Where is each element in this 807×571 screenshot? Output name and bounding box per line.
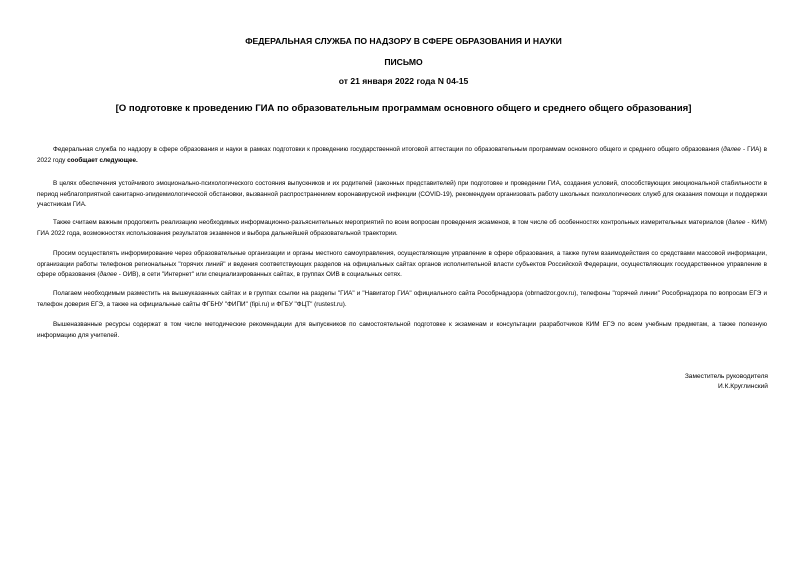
signature-title: Заместитель руководителя — [684, 373, 768, 380]
paragraph-4-text-a: Просим осуществлять информирование через образовательные организации и органы местного самоуправления, осуществляющие управление в сфере образования, а также путем взаимодействия со средствами массовой информации, организации работы телефонов региональных "горячих линий" и ведения соответствующих разделов на официальных сайтах органов исполнительной власти субъектов Российской Федерации, осуществляющих государственное управление в сфере образования ( — [37, 250, 767, 278]
signature-name: И.К.Круглинский — [718, 383, 768, 390]
paragraph-4-abbr-note: далее — [99, 271, 118, 278]
paragraph-5: Полагаем необходимым разместить на вышеуказанных сайтах и в группах ссылки на разделы "ГИА" и "Навигатор ГИА" официального сайта Рособрнадзора (obrnadzor.gov.ru), телефоны "горячей линии" Рособрнадзора по вопросам ЕГЭ и телефон доверия ЕГЭ, а также на официальные сайты ФГБНУ "ФИПИ" (fipi.ru) и ФГБУ "ФЦТ" (rustest.ru). — [37, 290, 767, 308]
paragraph-1-bold: сообщает следующее. — [67, 156, 138, 164]
document-type: ПИСЬМО — [384, 57, 423, 67]
paragraph-1-text-a: Федеральная служба по надзору в сфере образования и науки в рамках подготовки к проведению государственной итоговой аттестации по образовательным программам основного общего и среднего общего образования ( — [53, 146, 724, 153]
paragraph-2: В целях обеспечения устойчивого эмоционально-психологического состояния выпускников и их родителей (законных представителей) при подготовке и проведении ГИА, создания условий, способствующих эмоциональной стабильности в период неблагоприятной санитарно-эпидемиологической обстановки, вызванной распространением коронавирусной инфекции (COVID-19), рекомендуем организовать работу школьных психологических служб для оказания помощи и поддержки участникам ГИА. — [37, 180, 767, 208]
paragraph-4 — [37, 249, 767, 281]
paragraph-3 — [37, 218, 767, 239]
paragraph-3-text-c: - КИМ) ГИА 2022 года, возможностях использования результатов экзаменов и выбора дальнейшей образовательной траектории. — [37, 219, 767, 237]
paragraph-3-abbr-note: далее — [727, 219, 746, 226]
paragraph-3-text-a: Также считаем важным продолжить реализацию необходимых информационно-разъяснительных мероприятий по всем вопросам проведения экзаменов, в том числе об особенностях контрольных измерительных материалов ( — [53, 219, 728, 226]
paragraph-6: Вышеназванные ресурсы содержат в том числе методические рекомендации для выпускников по самостоятельной подготовке к экзаменам и консультации разработчиков КИМ ЕГЭ по всем учебным предметам, а также полезную информацию для учителей. — [37, 321, 767, 339]
paragraph-1 — [37, 145, 767, 166]
document-date-number: от 21 января 2022 года N 04-15 — [338, 76, 469, 86]
paragraph-4-text-c: - ОИВ), в сети "Интернет" или специализированных сайтах, в группах ОИВ в социальных сетях. — [117, 271, 402, 278]
document-subject: [О подготовке к проведению ГИА по образовательным программам основного общего и среднего общего образования] — [115, 103, 692, 114]
paragraph-1-text-c: - ГИА) в 2022 году — [37, 146, 767, 164]
agency-heading: ФЕДЕРАЛЬНАЯ СЛУЖБА ПО НАДЗОРУ В СФЕРЕ ОБРАЗОВАНИЯ И НАУКИ — [245, 36, 562, 46]
paragraph-1-abbr-note: далее — [723, 146, 741, 153]
